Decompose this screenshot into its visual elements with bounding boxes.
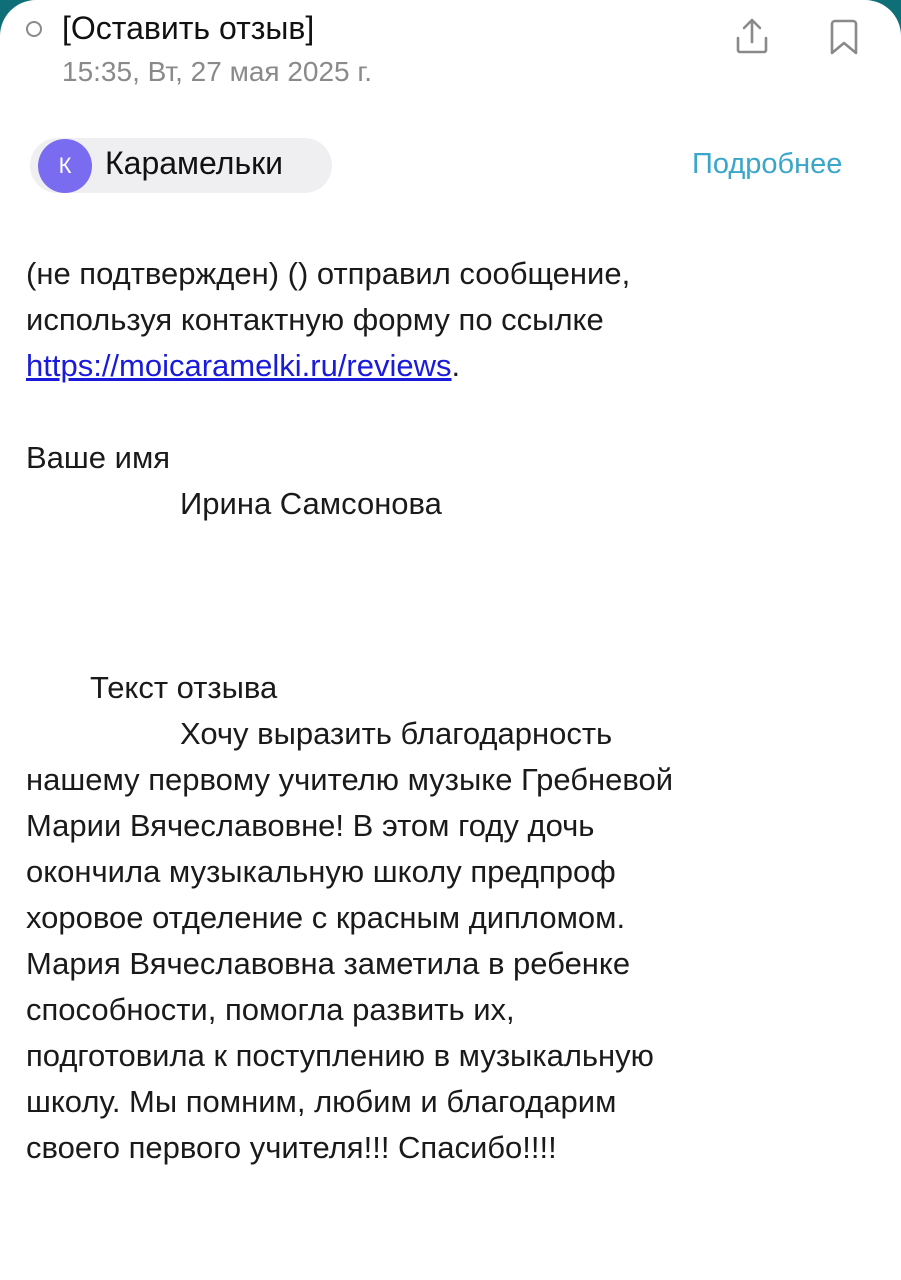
avatar-initial: К	[58, 153, 72, 178]
name-value: Ирина Самсонова	[180, 486, 442, 521]
review-label: Текст отзыва	[90, 670, 278, 705]
details-link[interactable]: Подробнее	[692, 148, 843, 180]
share-icon[interactable]	[734, 16, 770, 61]
unread-status-icon[interactable]	[26, 21, 42, 37]
review-line: Мария Вячеславовна заметила в ребенке	[26, 946, 631, 981]
link-line	[26, 348, 460, 384]
link-suffix: .	[451, 348, 461, 383]
review-line: окончила музыкальную школу предпроф	[26, 854, 616, 889]
review-line: хоровое отделение с красным дипломом.	[26, 900, 626, 935]
review-line: подготовила к поступлению в музыкальную	[26, 1038, 654, 1073]
intro-line: используя контактную форму по ссылке	[26, 302, 604, 337]
reviews-link[interactable]: https://moicaramelki.ru/reviews	[26, 348, 452, 383]
review-line: способности, помогла развить их,	[26, 992, 515, 1027]
bookmark-icon[interactable]	[828, 18, 860, 61]
email-subject: [Оставить отзыв]	[62, 10, 315, 46]
avatar	[38, 139, 92, 193]
email-date: 15:35, Вт, 27 мая 2025 г.	[62, 56, 372, 87]
review-line: Марии Вячеславовне! В этом году дочь	[26, 808, 595, 843]
review-line: своего первого учителя!!! Спасибо!!!!	[26, 1130, 557, 1165]
review-line: Хочу выразить благодарность	[180, 716, 613, 751]
intro-line: (не подтвержден) () отправил сообщение,	[26, 256, 631, 291]
sender-name[interactable]: Карамельки	[105, 145, 283, 181]
name-label: Ваше имя	[26, 440, 171, 475]
review-line: нашему первому учителю музыке Гребневой	[26, 762, 674, 797]
review-line: школу. Мы помним, любим и благодарим	[26, 1084, 617, 1119]
